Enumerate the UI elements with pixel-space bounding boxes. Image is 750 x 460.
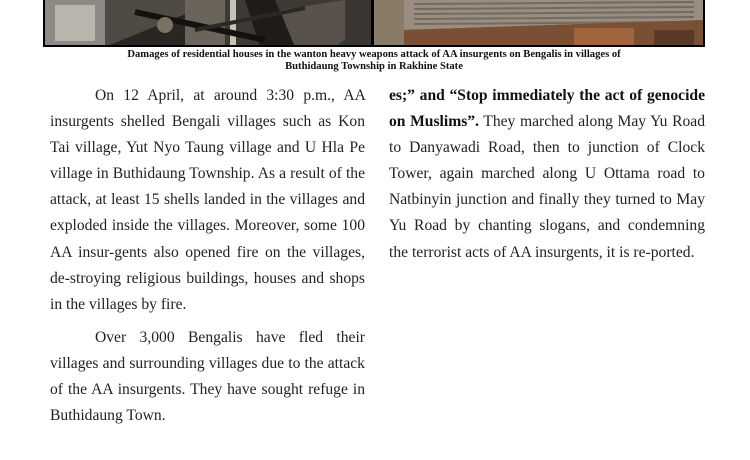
bold-text: es;” and “Stop immediately the act of <box>389 87 643 104</box>
caption-line: Buthidaung Township in Rakhine State <box>285 60 463 72</box>
text-line: along May Yu Road to Danyawadi Road, <box>389 113 705 157</box>
text-line: Over 3,000 Bengalis have fled their <box>95 328 365 346</box>
text-line: shops in the villages by fire. <box>50 269 365 313</box>
text-line: marched along U Ottama road to Natbinyin <box>389 165 705 209</box>
text-line: gents also opened fire on the villages, de- <box>50 243 365 287</box>
photo-strip <box>43 0 705 47</box>
burnt-house-image <box>45 0 371 45</box>
text-line: villages and surrounding villages due to the <box>50 354 324 372</box>
photo-burnt-house <box>45 0 371 45</box>
text-line: sought refuge in Buthidaung Town. <box>50 381 365 425</box>
photo-metal-sheets <box>374 0 703 45</box>
article-paragraph <box>50 325 365 429</box>
text-line: On 12 April, at around 3:30 p.m., AA <box>95 87 365 104</box>
text-line: U Hla Pe village in Buthidaung Township. <box>50 139 366 183</box>
text-line: then to junction of Clock Tower, again <box>389 139 705 183</box>
photo-caption <box>43 49 705 72</box>
text-line: the terrorist acts of AA insurgents, it is re- <box>389 243 651 261</box>
text-line: attack of the AA insurgents. They have <box>50 354 365 399</box>
article-paragraph <box>50 83 365 318</box>
text-line: stroying religious buildings, houses and <box>69 269 325 287</box>
text-line: They marched <box>478 113 574 131</box>
bold-text: genocide on Muslims”. <box>389 87 706 131</box>
text-line: the villages. Moreover, some 100 AA insur- <box>50 217 366 261</box>
text-line: junction and finally they turned to May Yu <box>389 191 705 235</box>
text-line: As a result of the attack, at least 15 shells <box>50 165 366 209</box>
metal-sheets-image <box>374 0 703 45</box>
caption-line: Damages of residential houses in the wanton heavy weapons attack of AA insurgents on Bengalis in villages of <box>127 49 621 60</box>
article-right-column <box>389 83 705 266</box>
text-line: ported. <box>650 243 695 261</box>
text-line: insurgents shelled Bengali villages such as <box>50 113 332 131</box>
text-line: landed in the villages and exploded inside <box>50 191 365 235</box>
text-line: Kon Tai village, Yut Nyo Taung village and <box>50 113 366 157</box>
text-line: Road by chanting slogans, and condemning <box>414 217 705 235</box>
article-paragraph <box>389 83 705 266</box>
article-left-column <box>50 83 365 429</box>
